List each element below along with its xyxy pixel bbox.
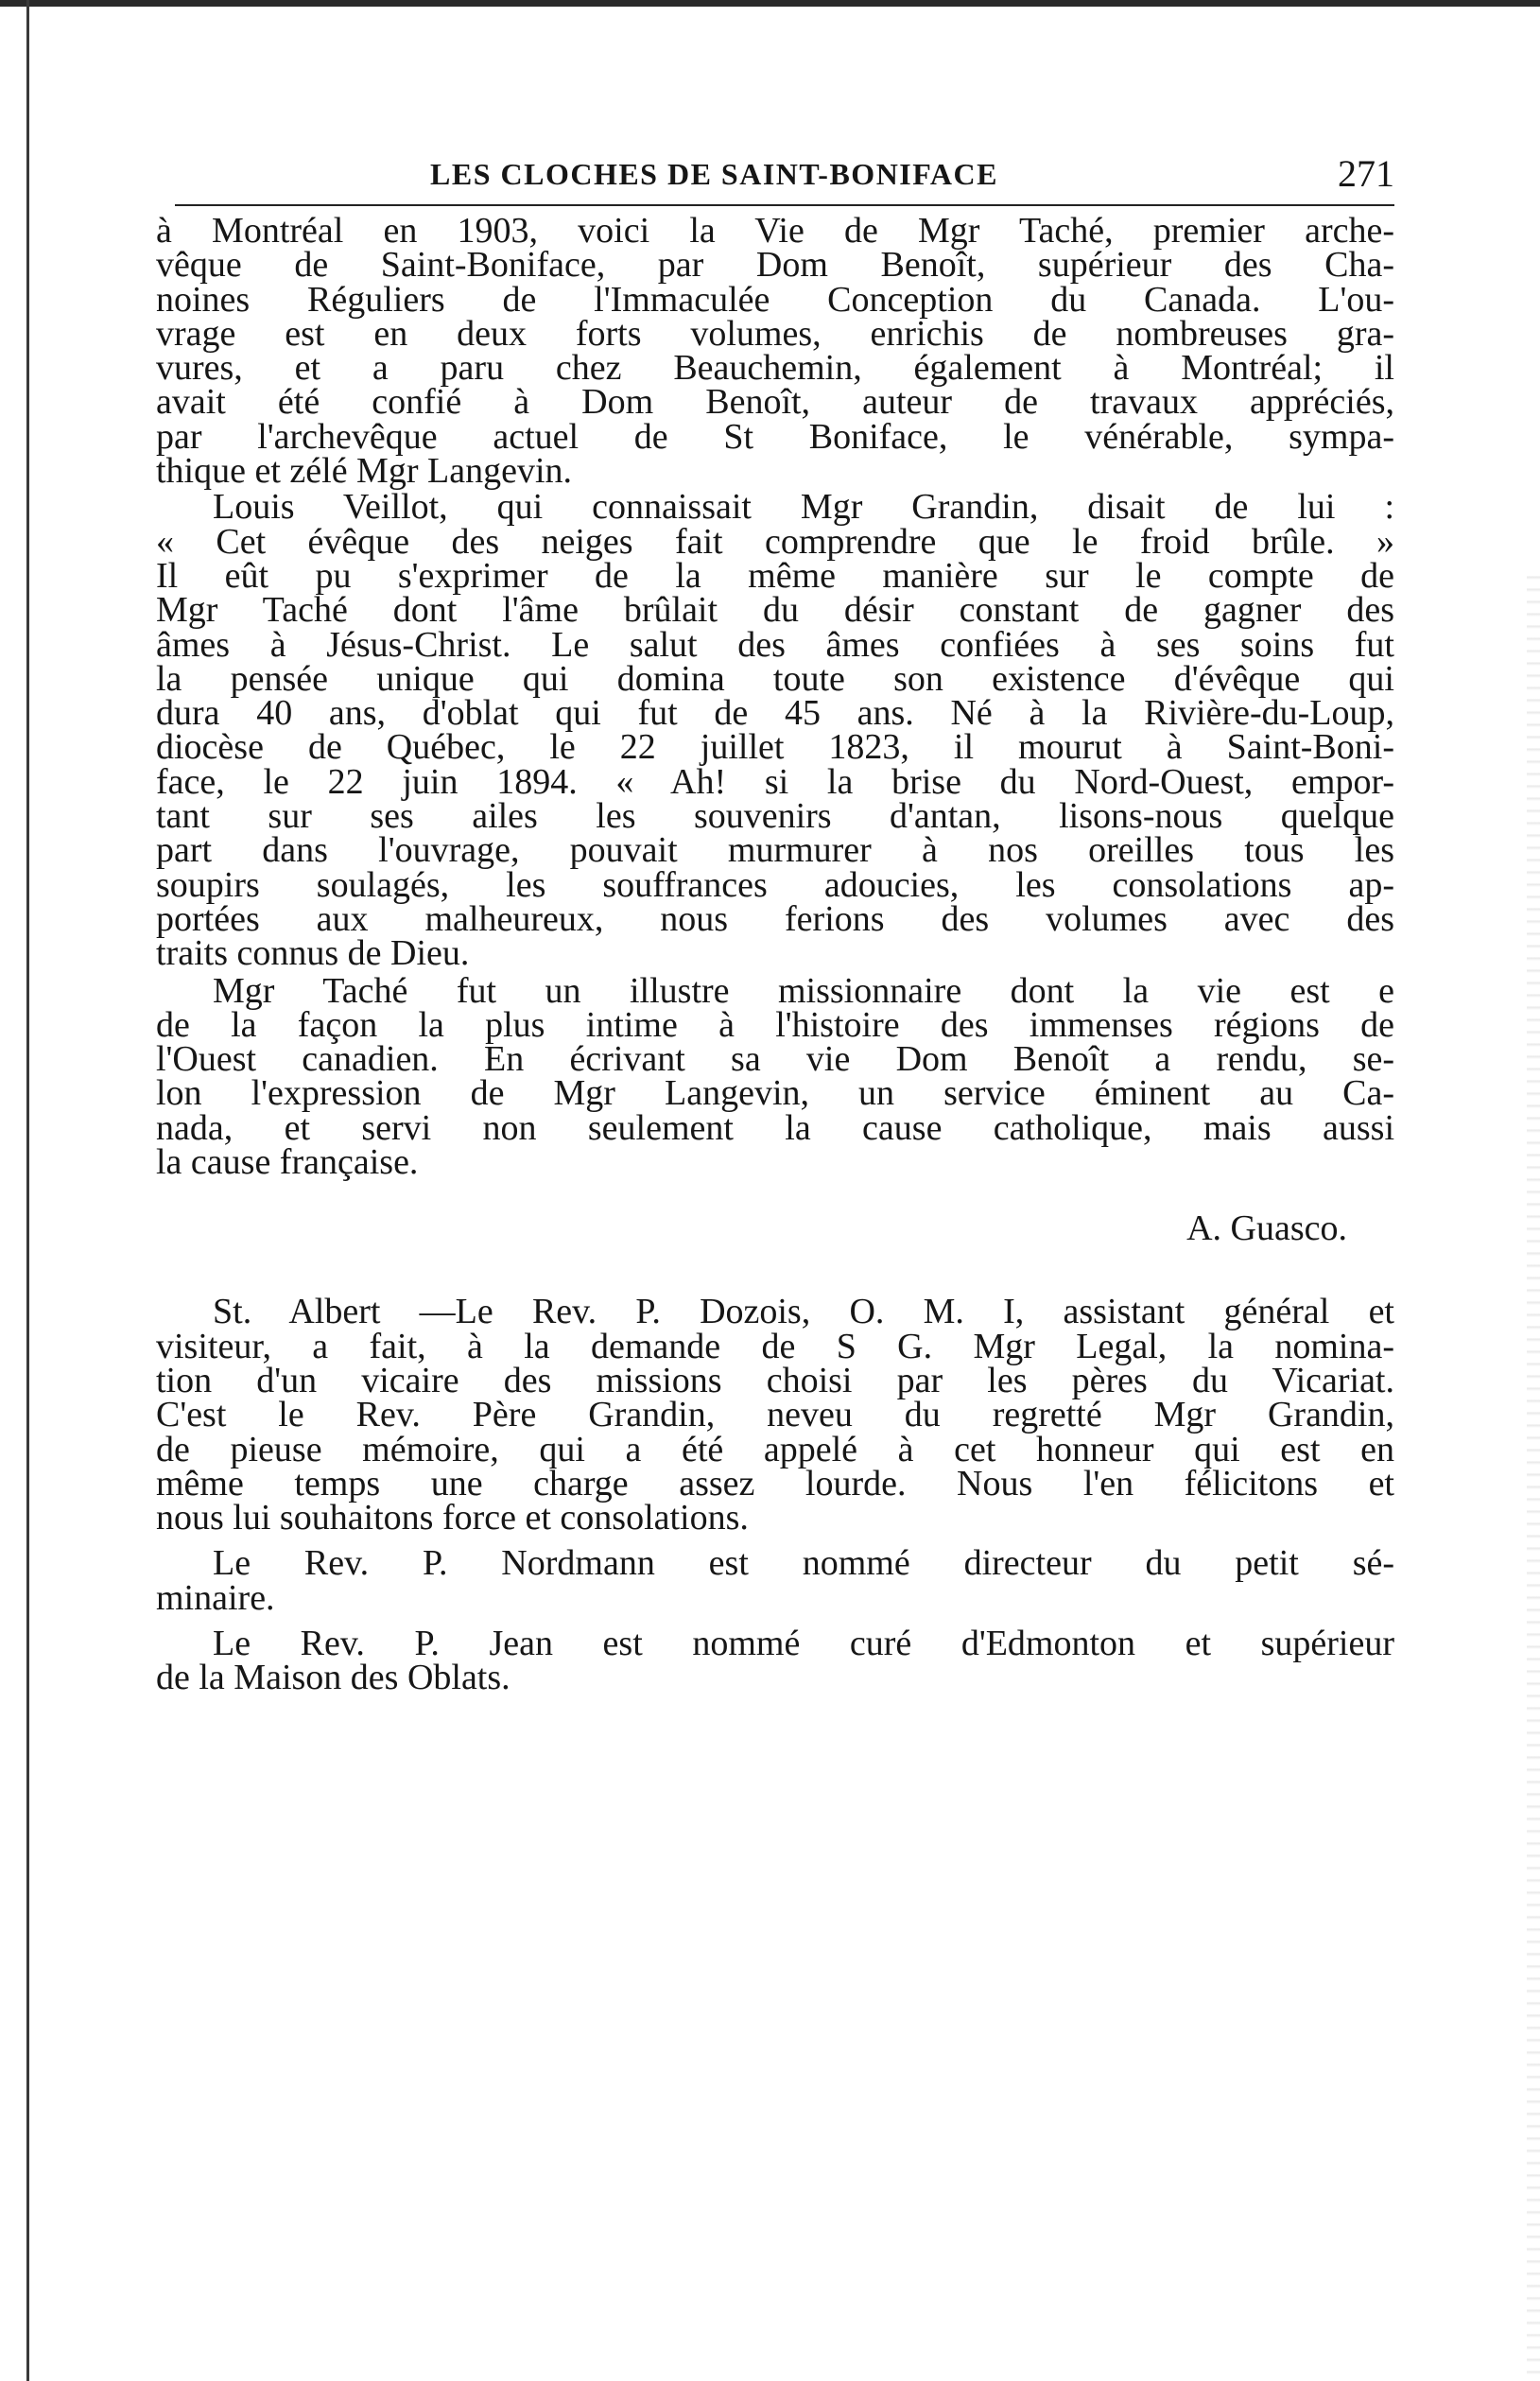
text-line: vures, et a paru chez Beauchemin, également à Montréal; il	[156, 348, 1394, 389]
text-line: avait été confié à Dom Benoît, auteur de travaux appréciés,	[156, 382, 1394, 423]
book-page	[156, 142, 1394, 1698]
section-gap	[156, 1255, 1394, 1295]
review-paragraph-2	[156, 487, 1394, 974]
text-line: vrage est en deux forts volumes, enrichis de nombreuses gra-	[156, 313, 1394, 354]
text-line: minaire.	[156, 1577, 275, 1618]
text-line: thique et zélé Mgr Langevin.	[156, 451, 573, 492]
text-line: la pensée unique qui domina toute son existence d'évêque qui	[156, 658, 1394, 699]
text-line: nous lui souhaitons force et consolations.	[156, 1498, 749, 1538]
running-head	[156, 142, 1394, 199]
text-line: Il eût pu s'exprimer de la même manière sur le compte de	[156, 555, 1394, 596]
scan-left-edge	[26, 0, 29, 2381]
text-line: C'est le Rev. Père Grandin, neveu du regretté Mgr Grandin,	[156, 1395, 1394, 1435]
text-line: tant sur ses ailes les souvenirs d'antan, lisons-nous quelque	[156, 796, 1394, 837]
text-line: vêque de Saint-Boniface, par Dom Benoît, supérieur des Cha-	[156, 245, 1394, 286]
text-line: même temps une charge assez lourde. Nous l'en félicitons et	[156, 1463, 1394, 1503]
scan-top-edge	[0, 0, 1540, 7]
text-line: lon l'expression de Mgr Langevin, un service éminent au Ca-	[156, 1073, 1394, 1114]
text-line: l'Ouest canadien. En écrivant sa vie Dom Benoît a rendu, se-	[156, 1039, 1394, 1080]
text-line: dura 40 ans, d'oblat qui fut de 45 ans. Né à la Rivière-du-Loup,	[156, 693, 1394, 734]
review-paragraph-1	[156, 211, 1394, 492]
text-line: part dans l'ouvrage, pouvait murmurer à nos oreilles tous les	[156, 830, 1394, 871]
news-paragraph-2	[156, 1543, 1394, 1618]
text-line: par l'archevêque actuel de St Boniface, le vénérable, sympa-	[156, 416, 1394, 457]
running-title: LES CLOCHES DE SAINT-BONIFACE	[430, 157, 998, 191]
text-line: nada, et servi non seulement la cause catholique, mais aussi	[156, 1107, 1394, 1148]
text-line: âmes à Jésus-Christ. Le salut des âmes confiées à ses soins fut	[156, 624, 1394, 665]
text-line: traits connus de Dieu.	[156, 933, 470, 974]
text-line: face, le 22 juin 1894. « Ah! si la brise du Nord-Ouest, empor-	[156, 761, 1394, 802]
text-line: de la Maison des Oblats.	[156, 1658, 510, 1698]
text-line: de pieuse mémoire, qui a été appelé à cet honneur qui est en	[156, 1429, 1394, 1469]
text-line: Le Rev. P. Jean est nommé curé d'Edmonton et supérieur	[213, 1623, 1394, 1663]
text-line: Le Rev. P. Nordmann est nommé directeur du petit sé-	[213, 1543, 1394, 1584]
page-number: 271	[1338, 152, 1394, 195]
text-line: la cause française.	[156, 1142, 419, 1183]
text-line: tion d'un vicaire des missions choisi par les pères du Vicariat.	[156, 1360, 1394, 1400]
text-line: de la façon la plus intime à l'histoire des immenses régions de	[156, 1004, 1394, 1045]
text-line: Mgr Taché dont l'âme brûlait du désir constant de gagner des	[156, 590, 1394, 631]
text-line: « Cet évêque des neiges fait comprendre que le froid brûle. »	[156, 521, 1394, 562]
review-paragraph-3	[156, 970, 1394, 1183]
news-paragraph-1	[156, 1292, 1394, 1538]
text-line: visiteur, a fait, à la demande de S G. Mgr Legal, la nomina-	[156, 1326, 1394, 1366]
text-line: diocèse de Québec, le 22 juillet 1823, il mourut à Saint-Boni-	[156, 727, 1394, 768]
text-line: noines Réguliers de l'Immaculée Conception du Canada. L'ou-	[156, 279, 1394, 320]
news-paragraph-3	[156, 1623, 1394, 1698]
header-rule	[175, 204, 1394, 206]
text-line: soupirs soulagés, les souffrances adoucies, les consolations ap-	[156, 864, 1394, 905]
text-line: St. Albert —Le Rev. P. Dozois, O. M. I, assistant général et	[213, 1292, 1394, 1332]
text-line: Louis Veillot, qui connaissait Mgr Grandin, disait de lui :	[213, 487, 1394, 528]
signature: A. Guasco.	[1186, 1208, 1347, 1249]
text-line: Mgr Taché fut un illustre missionnaire dont la vie est e	[213, 970, 1394, 1011]
text-line: portées aux malheureux, nous ferions des volumes avec des	[156, 898, 1394, 939]
scan-right-noise	[1527, 567, 1540, 2381]
text-line: à Montréal en 1903, voici la Vie de Mgr Taché, premier arche-	[156, 211, 1394, 251]
